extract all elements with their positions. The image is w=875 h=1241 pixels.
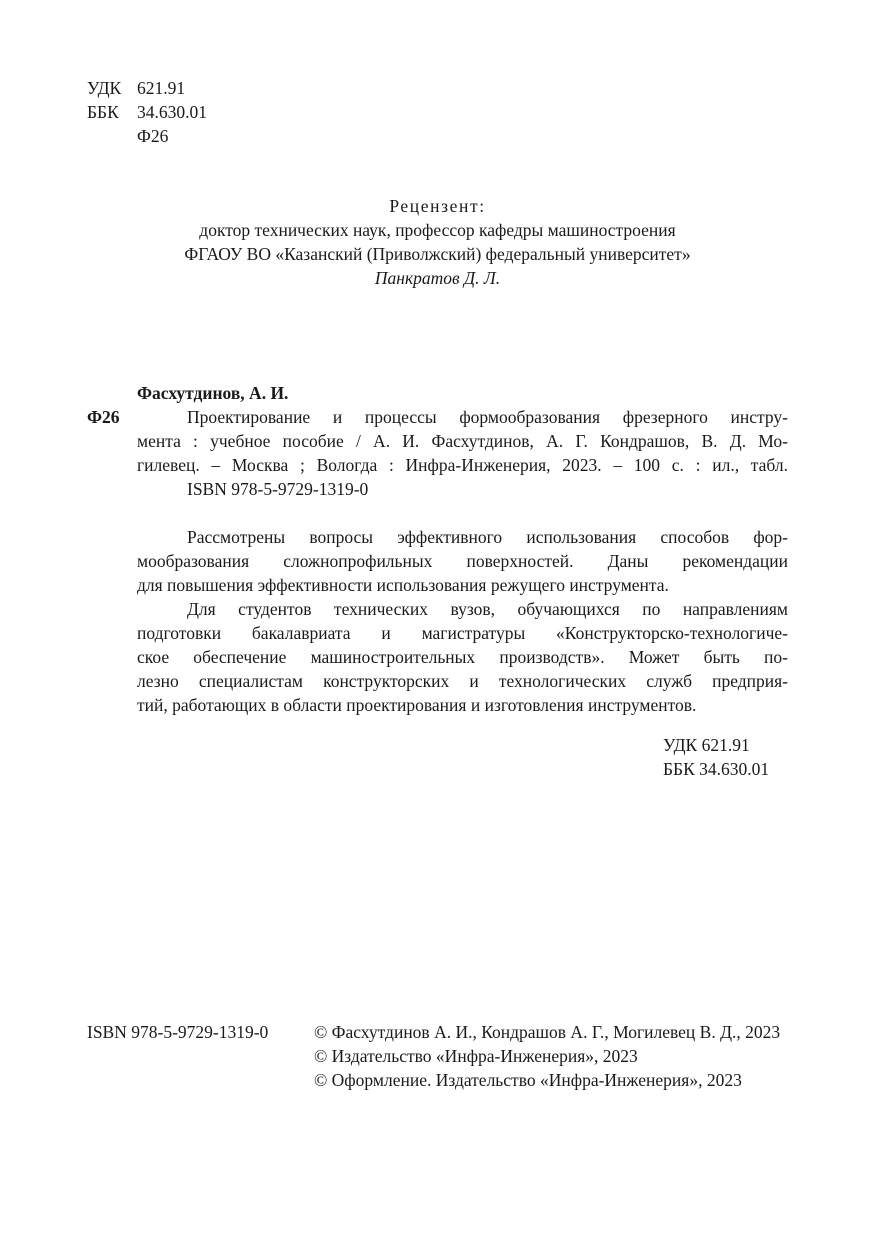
annotation xyxy=(137,525,788,717)
biblio-line-3: гилевец. – Москва ; Вологда : Инфра-Инженерия, 2023. – 100 с. : ил., табл. xyxy=(137,455,788,475)
biblio-isbn: ISBN 978-5-9729-1319-0 xyxy=(187,479,369,499)
bibliographic-description xyxy=(137,405,788,501)
bbk-row xyxy=(87,100,207,124)
reviewer-line-1: доктор технических наук, профессор кафедры машиностроения xyxy=(199,220,676,240)
record-author: Фасхутдинов, А. И. xyxy=(137,383,289,403)
bbk-bottom: ББК 34.630.01 xyxy=(663,759,770,779)
biblio-line-1: Проектирование и процессы формообразования фрезерного инстру- xyxy=(187,407,788,427)
reviewer-block xyxy=(100,194,775,290)
annotation-line: лезно специалистам конструкторских и технологических служб предприя- xyxy=(137,671,788,691)
biblio-line-2: мента : учебное пособие / А. И. Фасхутдинов, А. Г. Кондрашов, В. Д. Мо- xyxy=(137,431,788,451)
copyright-publisher: © Издательство «Инфра-Инженерия», 2023 xyxy=(314,1046,638,1066)
copyright-authors: © Фасхутдинов А. И., Кондрашов А. Г., Могилевец В. Д., 2023 xyxy=(314,1022,781,1042)
annotation-paragraph-1 xyxy=(137,525,788,597)
bbk-value: 34.630.01 xyxy=(137,102,207,122)
annotation-paragraph-2 xyxy=(137,597,788,717)
annotation-line: тий, работающих в области проектирования и изготовления инструментов. xyxy=(137,695,697,715)
reviewer-line-2: ФГАОУ ВО «Казанский (Приволжский) федеральный университет» xyxy=(184,244,691,264)
udk-bottom: УДК 621.91 xyxy=(663,735,750,755)
reviewer-name: Панкратов Д. Л. xyxy=(374,268,501,288)
udk-row xyxy=(87,76,207,100)
reviewer-heading: Рецензент: xyxy=(389,196,486,216)
annotation-line: мообразования сложнопрофильных поверхностей. Даны рекомендации xyxy=(137,551,788,571)
author-mark-row xyxy=(87,124,207,148)
classification-block xyxy=(87,76,207,148)
copyright-design: © Оформление. Издательство «Инфра-Инженерия», 2023 xyxy=(314,1070,742,1090)
udk-label: УДК xyxy=(87,78,122,98)
annotation-line: ское обеспечение машиностроительных производств». Может быть по- xyxy=(137,647,788,667)
record-cutter: Ф26 xyxy=(87,407,120,427)
classification-bottom xyxy=(663,733,769,781)
copyright-block xyxy=(314,1020,780,1092)
annotation-line: для повышения эффективности использования режущего инструмента. xyxy=(137,575,669,595)
bbk-label: ББК xyxy=(87,102,119,122)
annotation-line: Рассмотрены вопросы эффективного использования способов фор- xyxy=(187,527,788,547)
footer-isbn: ISBN 978-5-9729-1319-0 xyxy=(87,1022,269,1042)
author-mark: Ф26 xyxy=(137,126,169,146)
udk-value: 621.91 xyxy=(137,78,186,98)
annotation-line: Для студентов технических вузов, обучающихся по направлениям xyxy=(187,599,788,619)
annotation-line: подготовки бакалавриата и магистратуры «Конструкторско-технологиче- xyxy=(137,623,788,643)
